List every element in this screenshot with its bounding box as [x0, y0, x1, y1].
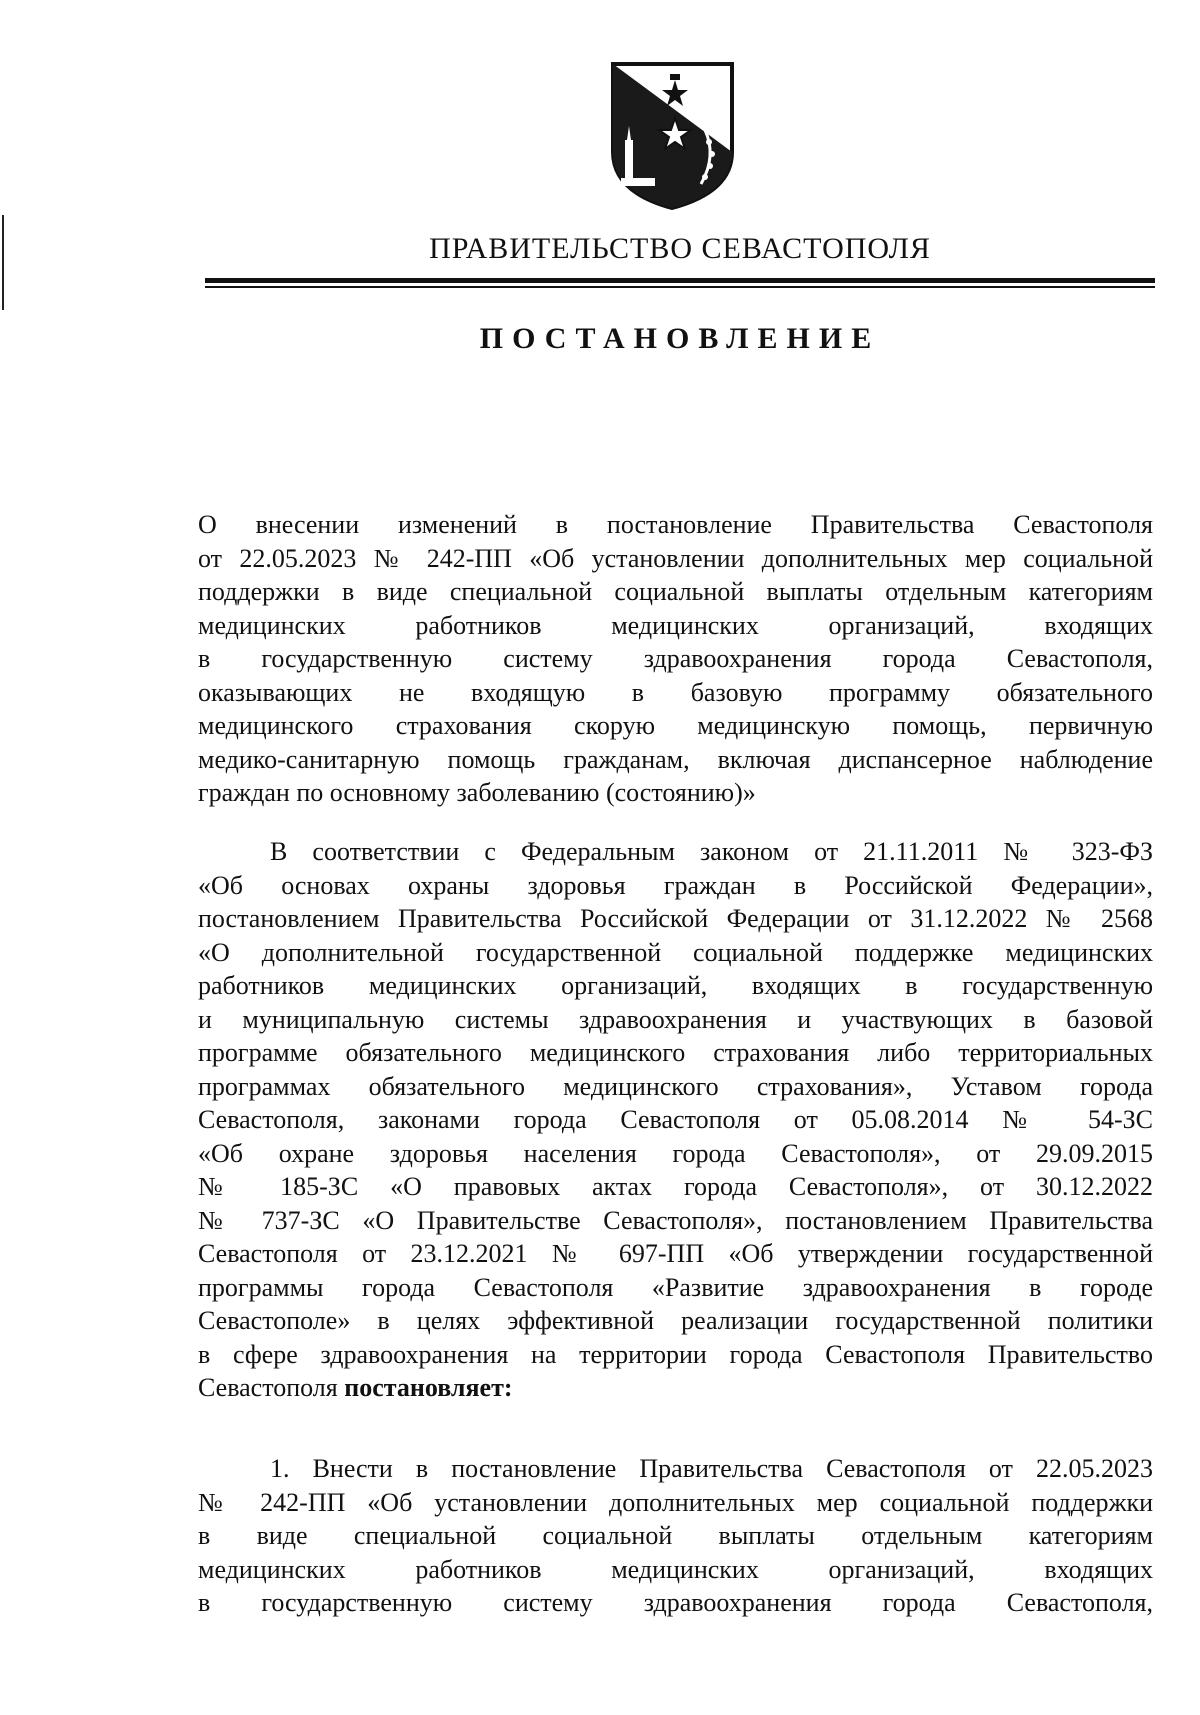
header-rule-thick [205, 278, 1155, 283]
preamble-line: № 185-ЗС «О правовых актах города Севастополя», от 30.12.2022 [198, 1172, 1153, 1201]
preamble-line: «Об охране здоровья населения города Севастополя», от 29.09.2015 [198, 1138, 1153, 1168]
preamble-line: В соответствии с Федеральным законом от 21.11.2011 № 323-ФЗ [270, 837, 1153, 866]
item-line: в государственную систему здравоохранения города Севастополя, [198, 1588, 1153, 1617]
preamble-end: Севастополя [198, 1373, 345, 1402]
preamble-line: в сфере здравоохранения на территории города Севастополя Правительство [198, 1339, 1153, 1369]
preamble-line: постановлением Правительства Российской Федерации от 31.12.2022 № 2568 [198, 904, 1153, 933]
item-line: медицинских работников медицинских организаций, входящих [198, 1554, 1153, 1584]
preamble-line: программе обязательного медицинского страхования либо территориальных [198, 1038, 1153, 1067]
title-line: О внесении изменений в постановление Правительства Севастополя [198, 510, 1153, 539]
title-line: поддержки в виде специальной социальной выплаты отдельным категориям [198, 577, 1153, 606]
preamble-line: Севастополя, законами города Севастополя от 05.08.2014 № 54-ЗС [198, 1105, 1153, 1134]
title-line: от 22.05.2023 № 242-ПП «Об установлении дополнительных мер социальной [198, 543, 1153, 573]
item-line: в виде специальной социальной выплаты отдельным категориям [198, 1521, 1153, 1550]
item-line: № 242-ПП «Об установлении дополнительных мер социальной поддержки [198, 1487, 1153, 1517]
preamble-line: Севастополя от 23.12.2021 № 697-ПП «Об утверждении государственной [198, 1239, 1153, 1268]
government-name: ПРАВИТЕЛЬСТВО СЕВАСТОПОЛЯ [429, 232, 931, 265]
preamble-line: № 737-ЗС «О Правительстве Севастополя», постановлением Правительства [198, 1205, 1153, 1235]
title-line: в государственную систему здравоохранения города Севастополя, [198, 644, 1153, 673]
coat-of-arms-icon [605, 60, 740, 210]
title-line: медицинских работников медицинских организаций, входящих [198, 610, 1153, 640]
title-line: медико-санитарную помощь гражданам, включая диспансерное наблюдение [198, 744, 1153, 774]
scan-edge-mark [2, 215, 4, 310]
preamble-last-line [198, 1371, 1153, 1405]
preamble-line: «Об основах охраны здоровья граждан в Российской Федерации», [198, 870, 1153, 900]
preamble-line: «О дополнительной государственной социальной поддержке медицинских [198, 937, 1153, 967]
decree-keyword: постановляет: [344, 1373, 513, 1402]
title-line: медицинского страхования скорую медицинскую помощь, первичную [198, 711, 1153, 740]
decree-title [198, 508, 1153, 810]
preamble-paragraph [198, 835, 1153, 1405]
title-line: граждан по основному заболеванию (состоянию)» [198, 778, 756, 807]
item-1 [198, 1452, 1153, 1620]
preamble-line: Севастополе» в целях эффективной реализации государственной политики [198, 1306, 1153, 1335]
title-line: оказывающих не входящую в базовую программу обязательного [198, 677, 1153, 707]
preamble-line: и муниципальную системы здравоохранения и участвующих в базовой [198, 1004, 1153, 1034]
preamble-line: программы города Севастополя «Развитие здравоохранения в городе [198, 1272, 1153, 1302]
header-rule-thin [205, 286, 1155, 288]
preamble-line: работников медицинских организаций, входящих в государственную [198, 971, 1153, 1000]
item-line: 1. Внести в постановление Правительства Севастополя от 22.05.2023 [270, 1454, 1153, 1483]
document-type: ПОСТАНОВЛЕНИЕ [479, 322, 881, 355]
preamble-line: программах обязательного медицинского страхования», Уставом города [198, 1071, 1153, 1101]
